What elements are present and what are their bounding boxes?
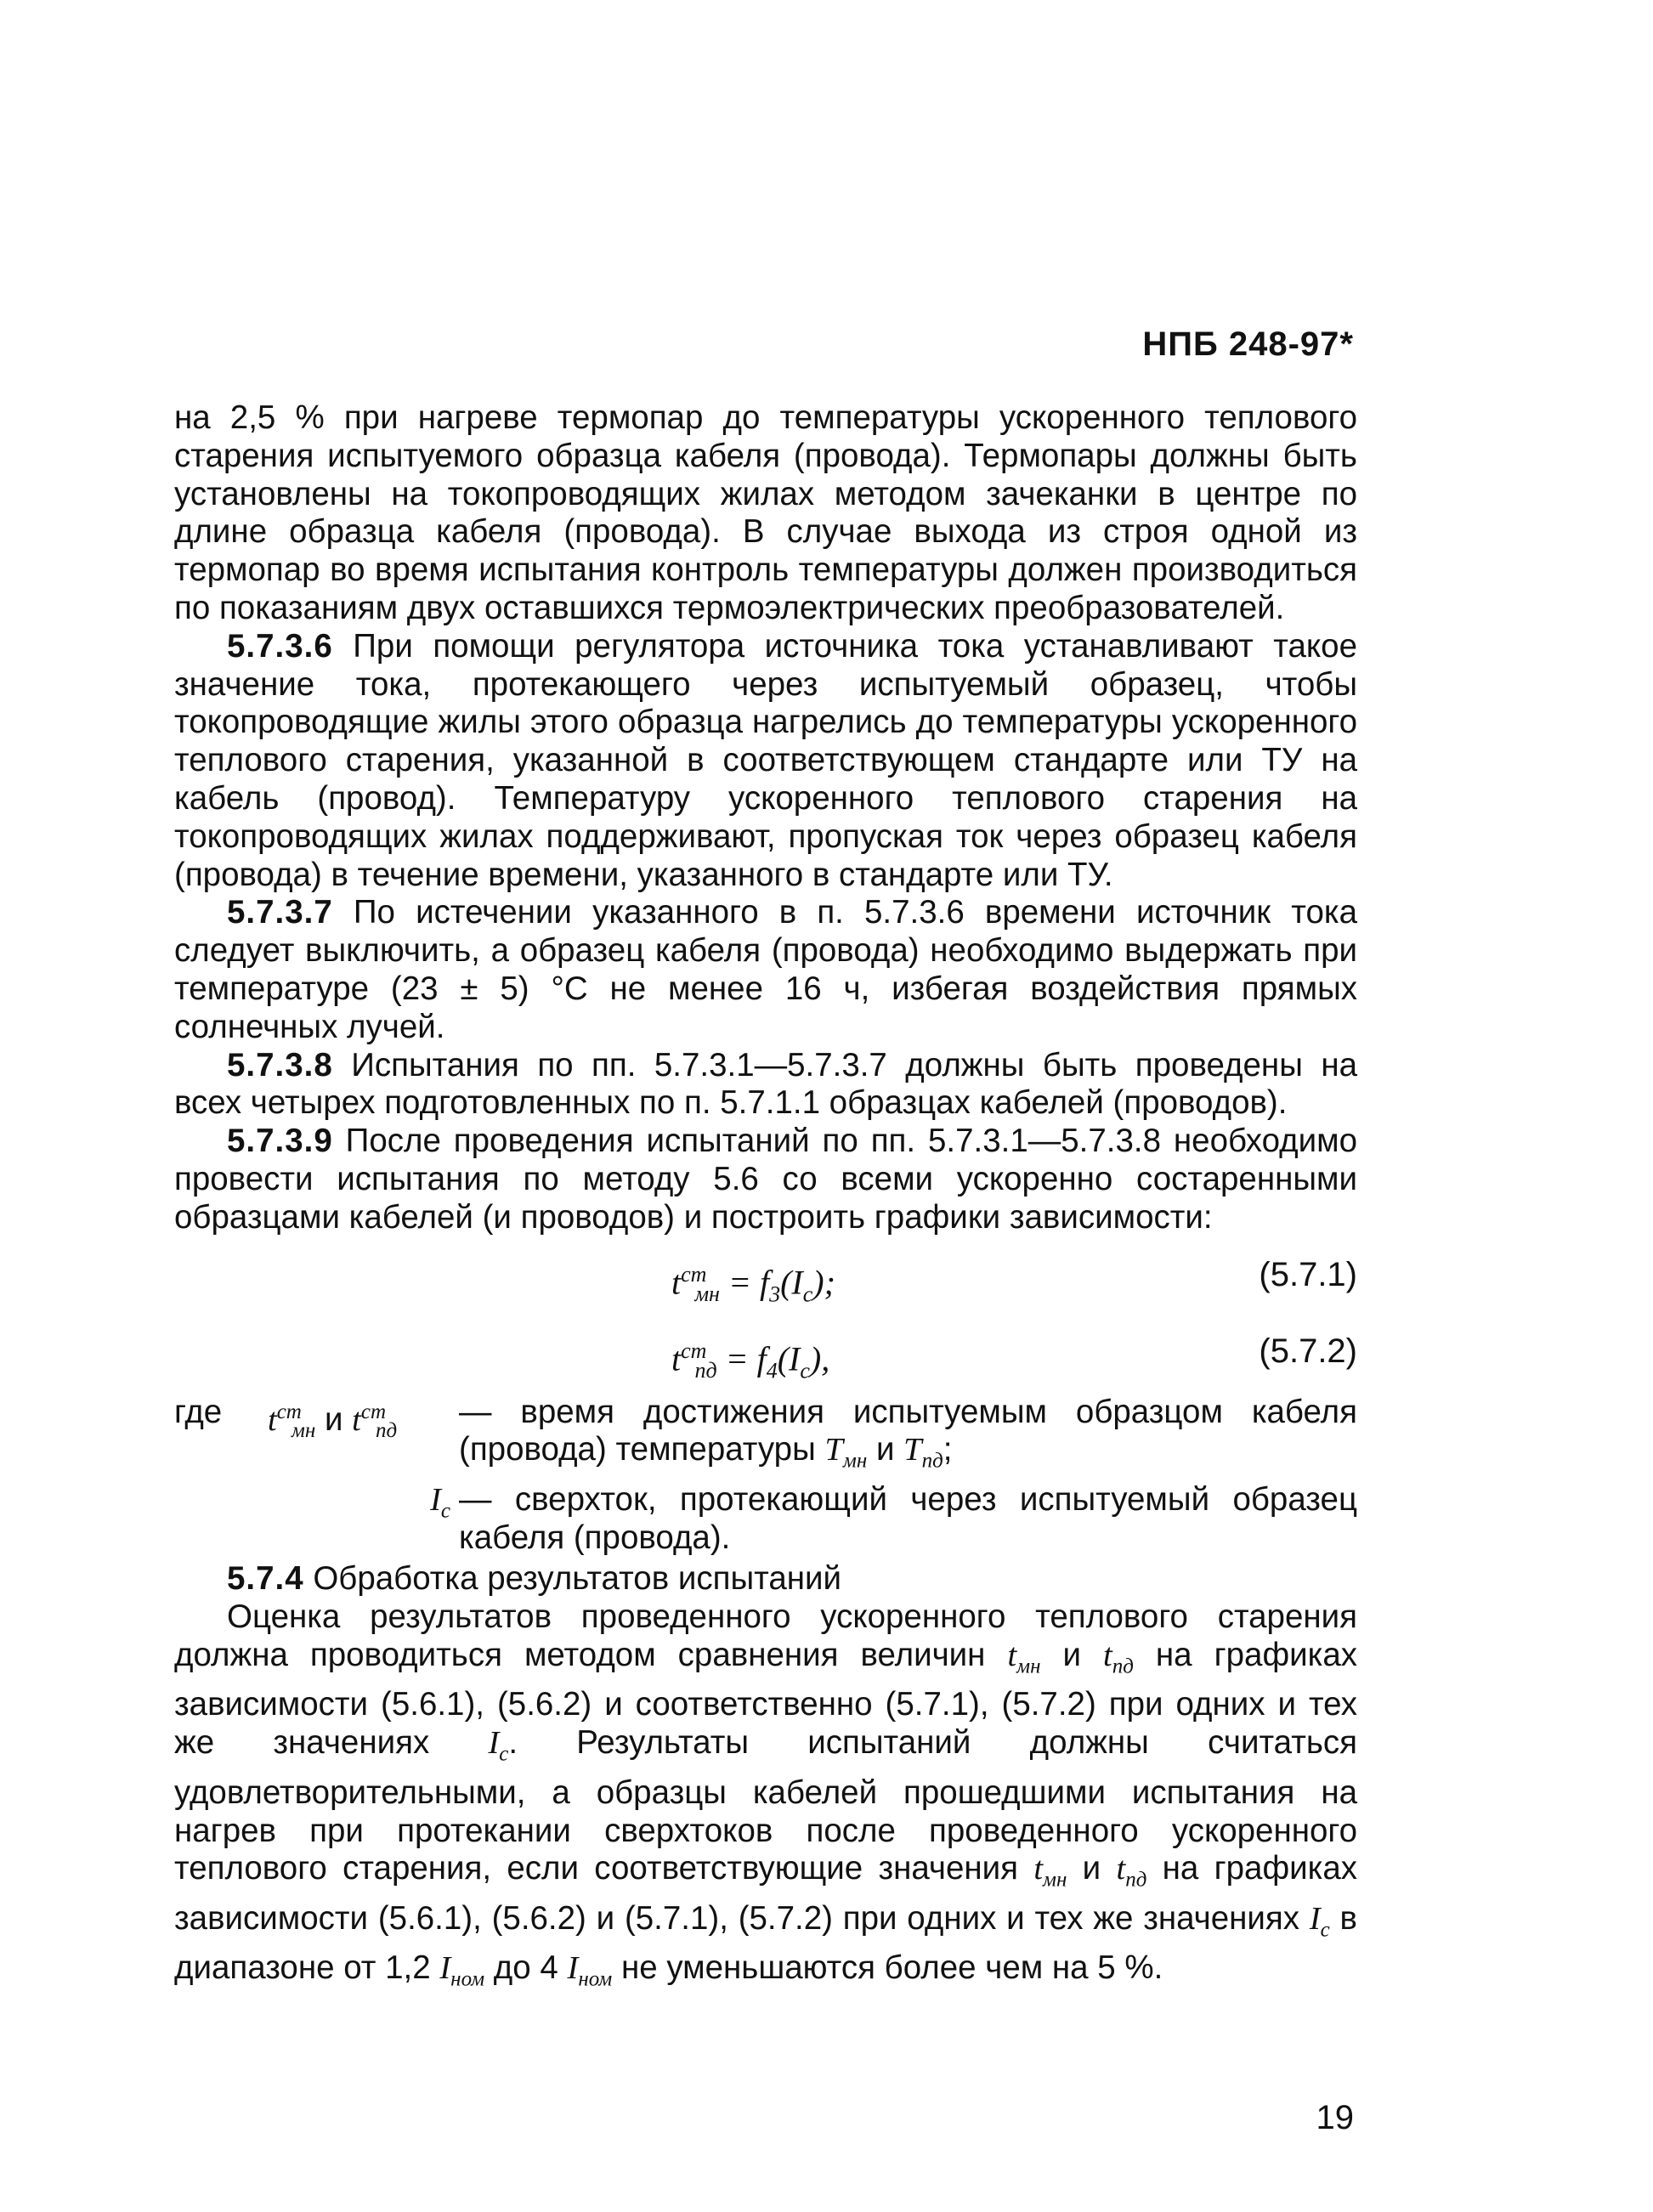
definition-text: — время достижения испытуемым образцом кабеля (провода) температуры $T_{мн}$ и $T_{пд}$; xyxy=(459,1393,1357,1474)
definition-row xyxy=(174,1481,1357,1558)
document-body xyxy=(174,399,1357,2000)
definition-row xyxy=(174,1394,1357,1481)
symbol-definitions xyxy=(174,1394,1357,1558)
formula-5-7-2 xyxy=(174,1314,1357,1382)
definition-symbols: $I_c$ xyxy=(430,1481,450,1523)
formula-5-7-1 xyxy=(174,1237,1357,1314)
formula-number: (5.7.1) xyxy=(1259,1255,1357,1293)
results-evaluation-paragraph: Оценка результатов проведенного ускоренного теплового старения должна проводиться методом сравнения величин $t_{мн}$ и $t_{пд}$ на графиках зависимости (5.6.1), (5.6.2) и соответственно (5.7.1), (5.7.2) при одних и тех же значениях $I_c$. Результаты испытаний должны считаться удовлетворительными, а образцы кабелей прошедшими испытания на нагрев при протекании сверхтоков после проведенного ускоренного теплового старения, если соответствующие значения $t_{мн}$ и $t_{пд}$ на графиках зависимости (5.6.1), (5.6.2) и (5.7.1), (5.7.2) при одних и тех же значениях $I_c$ в диапазоне от 1,2 $I_{ном}$ до 4 $I_{ном}$ не уменьшаются более чем на 5 %. xyxy=(174,1598,1358,1992)
section-text: Испытания по пп. 5.7.3.1—5.7.3.7 должны быть проведены на всех четырех подготовленных по п. 5.7.1.1 образцах кабелей (проводов). xyxy=(174,1046,1357,1122)
section-number: 5.7.3.9 xyxy=(227,1123,333,1160)
section-number: 5.7.3.6 xyxy=(227,627,333,665)
section-number: 5.7.3.8 xyxy=(227,1046,333,1083)
section-5-7-4 xyxy=(174,1560,1357,1598)
section-text: При помощи регулятора источника тока устанавливают такое значение тока, протекающего через испытуемый образец, чтобы токопроводящие жилы этого образца нагрелись до температуры ускоренного теплового старения, указанной в соответствующем стандарте или ТУ на кабель (провод). Температуру ускоренного теплового старения на токопроводящих жилах поддерживают, пропуская ток через образец кабеля (провода) в течение времени, указанного в стандарте или ТУ. xyxy=(174,627,1357,893)
formula-number: (5.7.2) xyxy=(1259,1332,1357,1370)
page-number: 19 xyxy=(1316,2099,1354,2136)
section-5-7-3-9 xyxy=(174,1123,1357,1236)
definition-symbols: $t^{ст}_{мн}$ и $t^{ст}_{пд}$ xyxy=(268,1400,398,1443)
section-number: 5.7.4 xyxy=(227,1560,304,1598)
where-label: где xyxy=(174,1393,223,1430)
section-5-7-3-7 xyxy=(174,894,1357,1046)
section-text: После проведения испытаний по пп. 5.7.3.1—5.7.3.8 необходимо провести испытания по методу 5.6 со всеми ускоренно состаренными образцами кабелей (и проводов) и построить графики зависимости: xyxy=(174,1123,1357,1236)
section-5-7-3-6 xyxy=(174,628,1357,895)
definition-text: — сверхток, протекающий через испытуемый образец кабеля (провода). xyxy=(459,1480,1357,1556)
formula-expression: $t^{ст}_{мн} = f_3(I_c)$; xyxy=(671,1261,835,1306)
section-5-7-3-8 xyxy=(174,1047,1357,1123)
paragraph-continued: на 2,5 % при нагреве термопар до температуры ускоренного теплового старения испытуемого образца кабеля (провода). Термопары должны быть установлены на токопроводящих жилах методом зачеканки в центре по длине образца кабеля (провода). В случае выхода из строя одной из термопар во время испытания контроль температуры должен производиться по показаниям двух оставшихся термоэлектрических преобразователей. xyxy=(174,399,1357,626)
section-text: По истечении указанного в п. 5.7.3.6 времени источник тока следует выключить, а образец кабеля (провода) необходимо выдержать при температуре (23 ± 5) °С не менее 16 ч, избегая воздействия прямых солнечных лучей. xyxy=(174,894,1357,1045)
section-heading: Обработка результатов испытаний xyxy=(303,1560,842,1598)
document-code: НПБ 248-97* xyxy=(1142,325,1354,363)
formula-expression: $t^{ст}_{пд} = f_4(I_c)$, xyxy=(671,1338,830,1383)
section-number: 5.7.3.7 xyxy=(227,894,333,931)
